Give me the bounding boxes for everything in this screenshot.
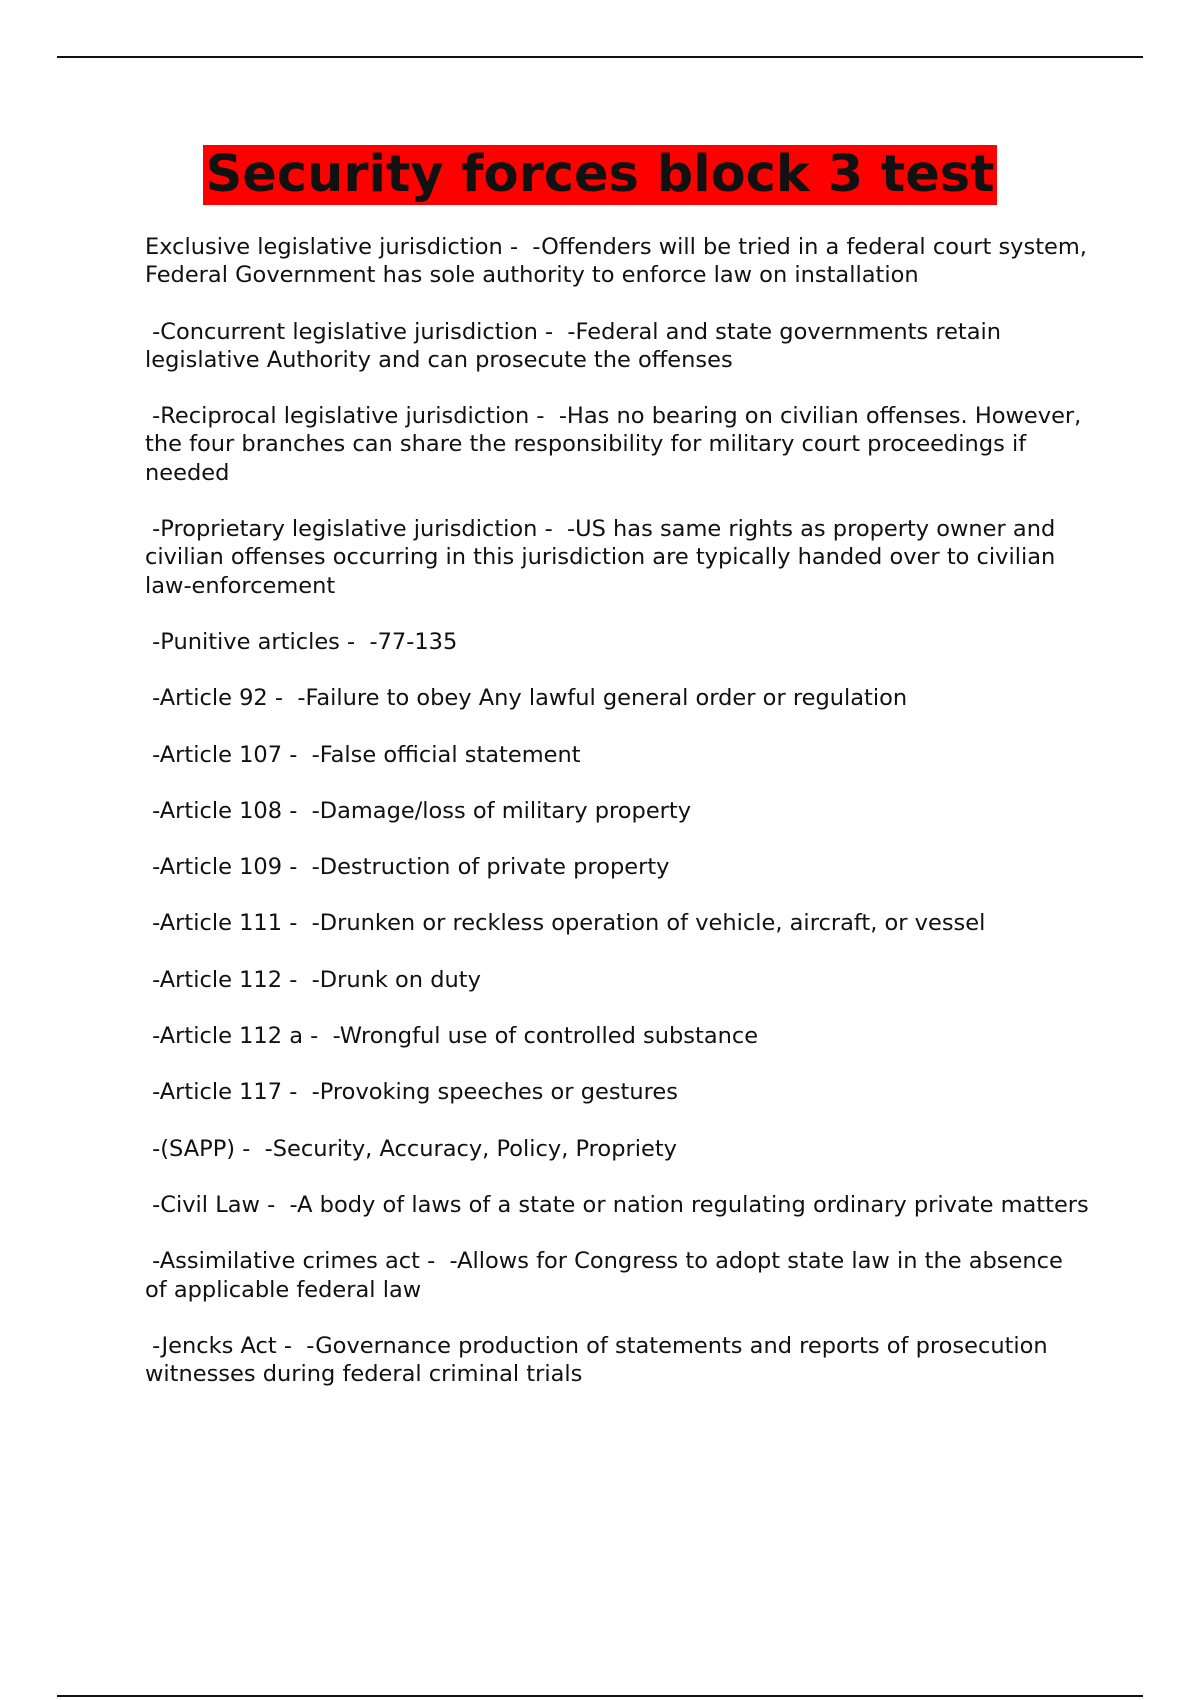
list-item: -Assimilative crimes act - -Allows for Congress to adopt state law in the absence of applicable federal law: [145, 1248, 1070, 1303]
list-item: -Civil Law - -A body of laws of a state or nation regulating ordinary private matters: [145, 1191, 1089, 1218]
list-item: -Proprietary legislative jurisdiction - -US has same rights as property owner and civilian offenses occurring in this jurisdiction are typically handed over to civilian law-enforcement: [145, 516, 1063, 599]
title-container: [0, 145, 1200, 205]
list-item: -(SAPP) - -Security, Accuracy, Policy, Propriety: [145, 1135, 677, 1162]
list-item: Exclusive legislative jurisdiction - -Offenders will be tried in a federal court system, Federal Government has sole authority to enforce law on installation: [145, 234, 1095, 289]
list-item: -Article 111 - -Drunken or reckless operation of vehicle, aircraft, or vessel: [145, 910, 986, 937]
page-title: Security forces block 3 test: [205, 145, 995, 204]
list-item: -Jencks Act - -Governance production of statements and reports of prosecution witnesses during federal criminal trials: [145, 1332, 1055, 1388]
list-item: -Article 109 - -Destruction of private property: [145, 854, 670, 881]
list-item: -Reciprocal legislative jurisdiction - -Has no bearing on civilian offenses. However, the four branches can share the responsibility for military court proceedings if needed: [145, 403, 1089, 486]
list-item: -Article 92 - -Failure to obey Any lawful general order or regulation: [145, 685, 908, 712]
top-divider: [57, 56, 1143, 58]
list-item: -Article 108 - -Damage/loss of military property: [145, 797, 692, 824]
list-item: -Article 112 - -Drunk on duty: [145, 966, 481, 993]
list-item: -Article 117 - -Provoking speeches or gestures: [145, 1079, 678, 1106]
list-item: -Punitive articles - -77-135: [145, 628, 458, 655]
list-item: -Article 107 - -False official statement: [145, 741, 581, 768]
flashcard-list: [145, 233, 1095, 1416]
list-item: -Concurrent legislative jurisdiction - -Federal and state governments retain legislative Authority and can prosecute the offenses: [145, 318, 1009, 373]
list-item: -Article 112 a - -Wrongful use of controlled substance: [145, 1023, 759, 1050]
bottom-divider: [57, 1695, 1143, 1697]
